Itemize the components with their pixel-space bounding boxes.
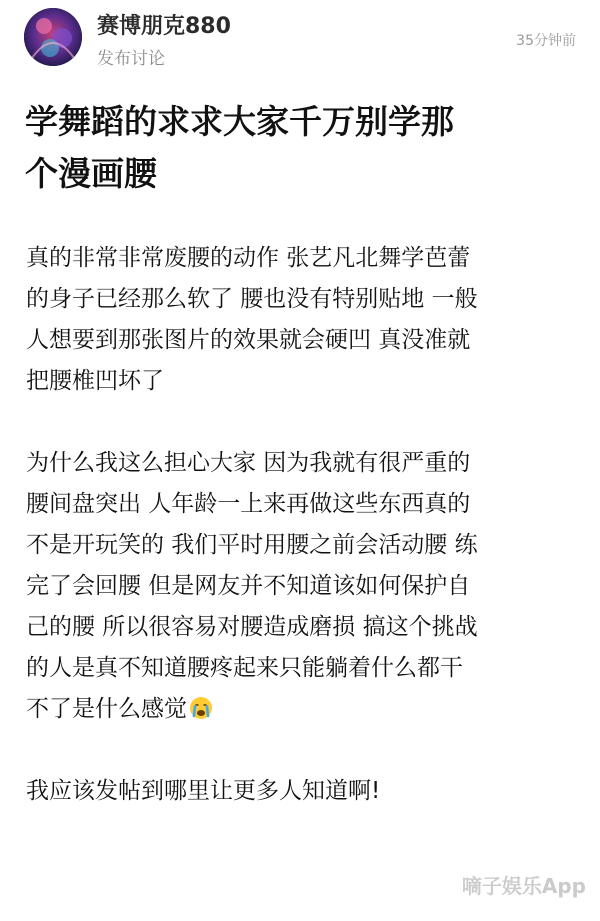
- post-line: 人想要到那张图片的效果就会硬凹 真没准就: [26, 327, 471, 353]
- post-line-text: 不了是什么感觉: [26, 696, 187, 722]
- post-body: [26, 238, 574, 812]
- post-header: [0, 0, 600, 80]
- watermark: 嘀子娱乐App: [461, 874, 586, 898]
- post-line: 为什么我这么担心大家 因为我就有很严重的: [26, 450, 471, 476]
- post-action-label: 发布讨论: [97, 49, 165, 69]
- avatar-image: [24, 8, 82, 66]
- post-paragraph: [26, 238, 574, 402]
- post-title-line: 个漫画腰: [25, 154, 157, 193]
- post-paragraph: [26, 443, 574, 730]
- post-timestamp: 35分钟前: [516, 33, 576, 49]
- post-line: 我应该发帖到哪里让更多人知道啊!: [26, 778, 381, 804]
- post-title: [25, 96, 575, 200]
- post-line-with-emoji: [26, 689, 574, 730]
- post-title-line: 学舞蹈的求求大家千万别学那: [25, 102, 454, 141]
- avatar[interactable]: [24, 8, 82, 66]
- post-line: 的身子已经那么软了 腰也没有特别贴地 一般: [26, 286, 478, 312]
- post-line: 不是开玩笑的 我们平时用腰之前会活动腰 练: [26, 532, 478, 558]
- post-line: 腰间盘突出 人年龄一上来再做这些东西真的: [26, 491, 471, 517]
- username[interactable]: 赛博朋克880: [97, 14, 231, 39]
- post-line: 的人是真不知道腰疼起来只能躺着什么都干: [26, 655, 463, 681]
- post-line: 真的非常非常废腰的动作 张艺凡北舞学芭蕾: [26, 245, 471, 271]
- crying-face-icon: [189, 696, 213, 720]
- post-line: 完了会回腰 但是网友并不知道该如何保护自: [26, 573, 471, 599]
- post-paragraph: [26, 771, 574, 812]
- post-line: 己的腰 所以很容易对腰造成磨损 搞这个挑战: [26, 614, 478, 640]
- post-line: 把腰椎凹坏了: [26, 368, 164, 394]
